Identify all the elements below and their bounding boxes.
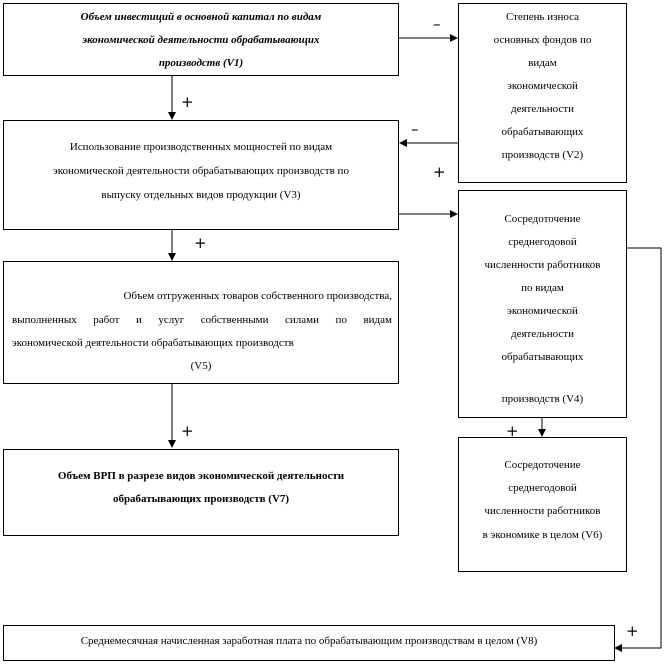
node-v2-line-4: экономической	[507, 80, 578, 92]
sign-v1-v3: +	[181, 93, 194, 111]
node-v2-line-6: обрабатывающих	[501, 126, 584, 138]
node-v4-line-6: деятельности	[511, 328, 574, 340]
node-v2-line-5: деятельности	[511, 103, 574, 115]
node-v1-line-1: Объем инвестиций в основной капитал по видам	[80, 11, 322, 23]
node-v3-line-2: экономической деятельности обрабатывающих производств по	[53, 165, 349, 177]
node-v2-line-7: производств (V2)	[501, 149, 584, 161]
node-v5-line-1: Объем отгруженных товаров собственного производства,	[123, 290, 392, 302]
sign-v5-v7: +	[181, 422, 194, 440]
sign-v1-v2: –	[433, 15, 441, 33]
sign-v4-v6: +	[506, 422, 519, 440]
node-v8	[3, 625, 615, 661]
node-v2	[458, 3, 627, 183]
node-v5	[3, 261, 399, 384]
node-v4-line-7: обрабатывающих	[501, 351, 584, 363]
node-v7-line-2: обрабатывающих производств (V7)	[112, 493, 290, 505]
node-v2-line-3: видам	[528, 57, 557, 69]
node-v3	[3, 120, 399, 230]
node-v4-line-9: производств (V4)	[501, 393, 584, 405]
node-v5-line-4: (V5)	[190, 360, 212, 372]
node-v4-line-4: по видам	[521, 282, 564, 294]
node-v5-line-2: выполненных работ и услуг собственными силами по видам	[12, 314, 392, 326]
sign-v4-v8: +	[626, 622, 639, 640]
node-v4-line-1: Сосредоточение	[504, 213, 581, 225]
node-v4-line-3: численности работников	[484, 259, 601, 271]
node-v3-line-1: Использование производственных мощностей по видам	[69, 141, 333, 153]
node-v7-line-1: Объем ВРП в разрезе видов экономической деятельности	[57, 470, 345, 482]
node-v1-line-2: экономической деятельности обрабатывающих	[82, 34, 320, 46]
node-v1	[3, 3, 399, 76]
sign-v3-v5: +	[194, 234, 207, 252]
node-v8-line-1: Среднемесячная начисленная заработная плата по обрабатывающим производствам в целом (V8)	[80, 635, 538, 647]
node-v4-line-5: экономической	[507, 305, 578, 317]
node-v6-line-2: среднегодовой	[508, 482, 577, 494]
node-v6-line-4: в экономике в целом (V6)	[482, 529, 603, 541]
node-v1-line-3: производств (V1)	[158, 57, 244, 69]
node-v2-line-1: Степень износа	[505, 11, 580, 23]
node-v4	[458, 190, 627, 418]
node-v6-line-1: Сосредоточение	[504, 459, 581, 471]
node-v7	[3, 449, 399, 536]
node-v5-line-3: экономической деятельности обрабатывающих производств	[12, 337, 294, 349]
node-v6	[458, 437, 627, 572]
sign-v3-v4: +	[433, 163, 446, 181]
node-v6-line-3: численности работников	[484, 505, 601, 517]
node-v2-line-2: основных фондов по	[493, 34, 592, 46]
node-v3-line-3: выпуску отдельных видов продукции (V3)	[101, 189, 301, 201]
node-v4-line-2: среднегодовой	[508, 236, 577, 248]
sign-v2-v3: –	[411, 120, 419, 138]
